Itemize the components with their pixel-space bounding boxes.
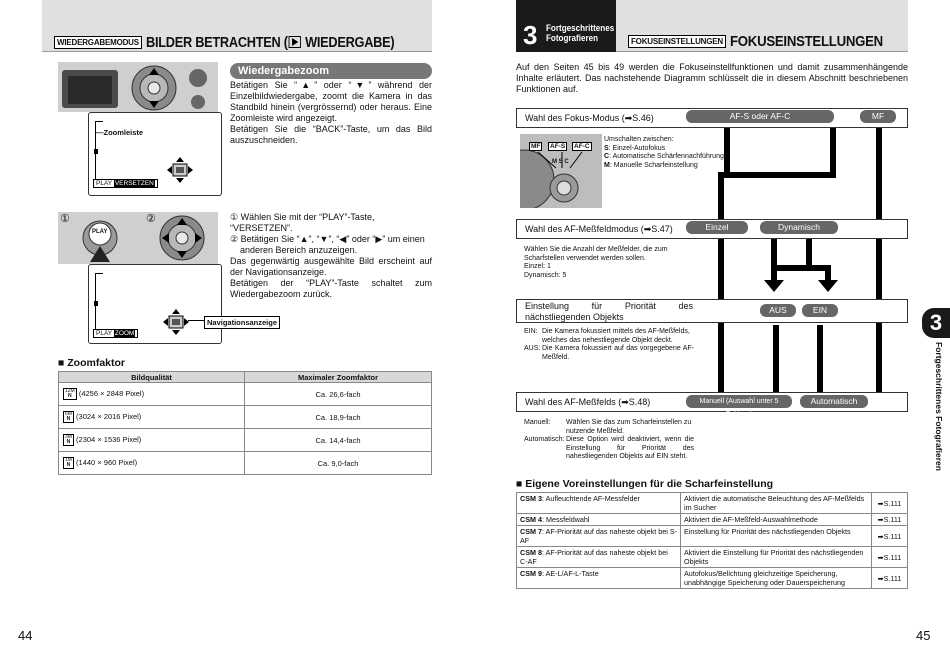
lcd-screen-zoombar bbox=[88, 112, 222, 196]
quality-badge: 3M N bbox=[65, 434, 72, 445]
mode-tag: WIEDERGABEMODUS bbox=[54, 36, 142, 49]
table-row: CSM 3: Aufleuchtende AF-Messfelder Aktiviert die automatische Beleuchtung des AF-Meßfelds im Sucher ➡S.111 bbox=[517, 493, 908, 514]
right-page-number: 45 bbox=[916, 628, 931, 643]
wiedergabezoom-subhead: Wiedergabezoom bbox=[230, 63, 432, 79]
play-icon bbox=[289, 36, 301, 48]
intro-paragraph: Auf den Seiten 45 bis 49 werden die Fokuseinstellfunktionen und damit zusammenhängende Inhalte erläutert. Das nachstehende Diagramm schlüsselt die in diesem Abschnitt beschriebenen Funktionen auf. bbox=[516, 62, 908, 94]
lcd-screen-navigation bbox=[88, 264, 222, 344]
box-fokus-modus: Wahl des Fokus-Modus (➡S.46) bbox=[516, 108, 908, 128]
pill-aus: AUS bbox=[760, 304, 796, 317]
step-2-marker: ② bbox=[146, 213, 156, 225]
navigation-dpad-icon bbox=[163, 309, 189, 335]
table-row: 1M N (1440 × 960 Pixel) Ca. 9,0-fach bbox=[59, 452, 432, 475]
pill-ein: EIN bbox=[802, 304, 838, 317]
quality-badge: 6M N bbox=[65, 411, 72, 422]
play-button-label: PLAY bbox=[92, 229, 108, 235]
quality-badge: 12M N bbox=[65, 388, 75, 399]
pill-manuell: Manuell (Auswahl unter 5 Feldern) bbox=[686, 395, 792, 408]
messfeldmodus-note: Wählen Sie die Anzahl der Meßfelder, die zum Scharfstellen verwendet werden sollen. Einzel: 1 Dynamisch: 5 bbox=[524, 246, 668, 279]
right-page-title: FOKUSEINSTELLUNGEN bbox=[730, 33, 884, 51]
table-row: CSM 9: AE-L/AF-L-Taste Autofokus/Belichtung gleichzeitige Speicherung, unabhängige Speicherung oder Dauerspeicherung ➡S.111 bbox=[517, 568, 908, 589]
chapter-side-text: Fortgeschrittenes Fotografieren bbox=[934, 342, 944, 471]
col-zoomfaktor: Maximaler Zoomfaktor bbox=[245, 372, 432, 383]
chapter-box bbox=[516, 0, 616, 52]
zoom-paragraph: Betätigen Sie “▲” oder “▼” während der Einzelbildwiedergabe, zoomt die Kamera in das Standbild hinein (vergrössernd) oder heraus. Eine Zoomleiste wird angezeigt. Betätigen Sie die “BACK”-Taste, um das Bild auszuschneiden. bbox=[230, 80, 432, 145]
navigationsanzeige-label: Navigationsanzeige bbox=[204, 316, 280, 329]
messfeld-note: Manuell: Wählen Sie das zum Scharfeinstellen zu nutzende Meßfeld. Automatisch: Diese Option wird deaktiviert, wenn die Einstellung für Priorität des nahestliegenden Objekts auf EIN steht. bbox=[524, 419, 694, 460]
zoomleiste-label: —Zoomleiste bbox=[96, 128, 144, 137]
dial-label-mf: MF bbox=[531, 143, 541, 150]
pill-mf: MF bbox=[860, 110, 896, 123]
right-title-row bbox=[628, 33, 904, 51]
section-tag: FOKUSEINSTELLUNGEN bbox=[628, 35, 726, 48]
table-header-row bbox=[59, 372, 432, 383]
left-page-number: 44 bbox=[18, 628, 33, 643]
step-2: ② Betätigen Sie “▲”, “▼”, “◀” oder “▶” um einen anderen Bereich anzuzeigen. bbox=[230, 234, 425, 255]
camera-back-illustration bbox=[58, 62, 218, 112]
table-row: CSM 8: AF-Priorität auf das naheste objekt bei C-AF Aktiviert die Einstellung für Priorität des nächstliegenden Objekts ➡S.111 bbox=[517, 547, 908, 568]
table-row: CSM 4: Messfeldwahl Aktiviert die AF-Meßfeld-Auswahlmethode ➡S.111 bbox=[517, 514, 908, 526]
lcd-label-zoom: PLAY ZOOM bbox=[93, 329, 138, 338]
table-row: 3M N (2304 × 1536 Pixel) Ca. 14,4-fach bbox=[59, 429, 432, 452]
left-title-row bbox=[54, 34, 429, 52]
dial-label-afc: AF-C bbox=[574, 143, 590, 150]
left-page-title: BILDER BETRACHTEN ( WIEDERGABE) bbox=[146, 34, 395, 51]
csm-heading: ■ Eigene Voreinstellungen für die Scharfeinstellung bbox=[516, 478, 774, 490]
step-1-marker: ① bbox=[60, 213, 70, 225]
chapter-side-tab: 3 bbox=[922, 308, 950, 338]
camera-play-illustration bbox=[58, 212, 218, 264]
chapter-title: Fortgeschrittenes Fotografieren bbox=[546, 23, 615, 44]
table-row: 6M N (3024 × 2016 Pixel) Ca. 18,9-fach bbox=[59, 406, 432, 429]
focus-mode-selector-illustration bbox=[520, 134, 602, 208]
table-row: 12M N (4256 × 2848 Pixel) Ca. 26,6-fach bbox=[59, 383, 432, 406]
dpad-icon bbox=[167, 157, 193, 183]
pill-dynamisch: Dynamisch bbox=[760, 221, 838, 234]
dial-letters: M S C bbox=[552, 159, 569, 165]
dial-label-afs: AF-S bbox=[550, 143, 566, 150]
box-messfeldmodus: Wahl des AF-Meßfeldmodus (➡S.47) bbox=[516, 219, 908, 239]
lcd-label-play: PLAY VERSETZEN bbox=[93, 179, 158, 188]
step-1: ① Wählen Sie mit der “PLAY”-Taste, “VERSETZEN”. bbox=[230, 212, 375, 233]
table-row: CSM 7: AF-Priorität auf das naheste objekt bei S-AF Einstellung für Priorität des nächstliegenden Objekts ➡S.111 bbox=[517, 526, 908, 547]
col-bildqualitaet: Bildqualität bbox=[59, 372, 245, 383]
box-prioritaet: Einstellung für Priorität des nächstliegenden Objekts bbox=[516, 299, 908, 323]
zoomfaktor-heading: ■ Zoomfaktor bbox=[58, 357, 126, 369]
steps-paragraph: ① Wählen Sie mit der “PLAY”-Taste, “VERSETZEN”. ② Betätigen Sie “▲”, “▼”, “◀” oder “▶” um einen anderen Bereich anzuzeigen. Das gegenwärtig ausgewählte Bild erscheint auf der Navigationsanzeige. Betätigen der “PLAY”-Taste schaltet zum Wiedergabezoom zurück. bbox=[230, 212, 432, 299]
csm-table bbox=[516, 492, 908, 589]
quality-badge: 1M N bbox=[65, 457, 72, 468]
zoom-factor-table bbox=[58, 371, 432, 475]
box-af-messfeld: Wahl des AF-Meßfelds (➡S.48) bbox=[516, 392, 908, 412]
pill-automatisch: Automatisch bbox=[800, 395, 868, 408]
pill-afs-afc: AF-S oder AF-C bbox=[686, 110, 834, 123]
pill-einzel: Einzel bbox=[686, 221, 748, 234]
focus-switch-legend: Umschalten zwischen: S: Einzel-Autofokus C: Automatische Schärfennachführung M: Manuelle Scharfeinstellung bbox=[604, 136, 724, 169]
chapter-number: 3 bbox=[523, 20, 538, 50]
prioritaet-note: EIN: Die Kamera fokussiert mittels des AF-Meßfelds, welches das nehestliegende Objekt deckt. AUS: Die Kamera fokussiert auf das vorgegebene AF-Meßfeld. bbox=[524, 328, 694, 361]
